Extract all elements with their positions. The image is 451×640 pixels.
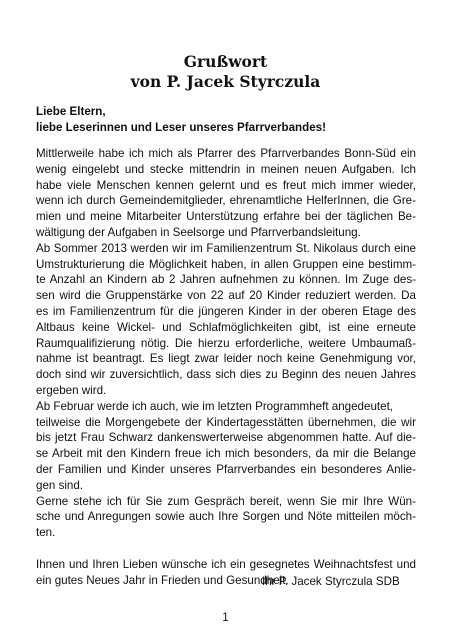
- body-line: habe viele Menschen kennen gelernt und es freut mich immer wieder,: [36, 178, 416, 192]
- body-line: gen sind.: [36, 478, 84, 492]
- body-line: wältigung der Aufgaben in Seelsorge und Pfarrverbandsleitung.: [36, 225, 361, 239]
- body-line: Raumqualifizierung nötig. Die hierzu erforderliche, weitere Umbaumaß-: [36, 336, 416, 350]
- body-line: sen wird die Gruppenstärke von 22 auf 20 Kinder reduziert werden. Da: [36, 289, 416, 303]
- body-line: ergeben wird.: [36, 383, 107, 397]
- body-line: Altbaus keine Wickel- und Schlafmöglichkeiten gibt, ist eine erneute: [36, 320, 416, 334]
- body-line: doch sind wir zuversichtlich, dass sich dies zu Beginn des neuen Jahres: [36, 368, 416, 382]
- page-title: Grußwort: [183, 52, 268, 71]
- greeting: [36, 104, 416, 136]
- body-line: Mittlerweile habe ich mich als Pfarrer des Pfarrverbandes Bonn-Süd ein: [36, 147, 416, 160]
- signature: Ihr P. Jacek Styrczula SDB: [262, 575, 400, 588]
- body-line: wenig eingelebt und stecke mittendrin in meinen neuen Aufgaben. Ich: [36, 162, 416, 176]
- body-line: te Anzahl an Kindern ab 2 Jahren aufnehmen zu können. Im Zuge des-: [36, 273, 416, 287]
- page-number: 1: [222, 611, 229, 624]
- paragraph-gap: [36, 541, 416, 557]
- body-line: es im Familienzentrum für die jüngeren Kinder in der oberen Etage des: [36, 304, 416, 318]
- body-line: Umstrukturierung die Möglichkeit haben, in allen Gruppen eine bestimm-: [36, 257, 416, 271]
- letter-body: [36, 146, 416, 588]
- body-line: teilweise die Morgengebete der Kindertagesstätten übernehmen, die wir: [36, 415, 416, 429]
- greeting-line: Liebe Eltern,: [36, 105, 106, 118]
- body-line: Gerne stehe ich für Sie zum Gespräch bereit, wenn Sie mir Ihre Wün-: [36, 494, 416, 508]
- body-line: Ab Sommer 2013 werden wir im Familienzentrum St. Nikolaus durch eine: [36, 241, 416, 255]
- page-subtitle: von P. Jacek Styrczula: [130, 72, 321, 91]
- body-line: Ab Februar werde ich auch, wie im letzten Programmheft angedeutet,: [36, 399, 394, 413]
- body-line: se Arbeit mit den Kindern freue ich mich besonders, da mir die Belange: [36, 447, 416, 461]
- body-line: der Familien und Kinder unseres Pfarrverbandes ein besonderes Anlie-: [36, 462, 416, 476]
- body-line: sche und Anregungen sowie auch Ihre Sorgen und Nöte mitteilen möch-: [36, 510, 416, 524]
- body-line: nahme ist beantragt. Es liegt zwar leider noch keine Genehmigung vor,: [36, 352, 416, 366]
- body-line: bis jetzt Frau Schwarz dankenswerterweise abgenommen hatte. Auf die-: [36, 431, 416, 445]
- closing-line: ein gutes Neues Jahr in Frieden und Gesundheit.: [36, 573, 289, 587]
- body-line: mien und meine Mitarbeiter Unterstützung erfahre bei der täglichen Be-: [36, 210, 416, 224]
- greeting-line: liebe Leserinnen und Leser unseres Pfarrverbandes!: [36, 120, 326, 134]
- closing-line: Ihnen und Ihren Lieben wünsche ich ein gesegnetes Weihnachtsfest und: [36, 557, 416, 571]
- body-line: ten.: [36, 526, 56, 540]
- body-line: wenn ich durch Gemeindemitglieder, ehrenamtliche HelferInnen, die Gre-: [36, 194, 416, 208]
